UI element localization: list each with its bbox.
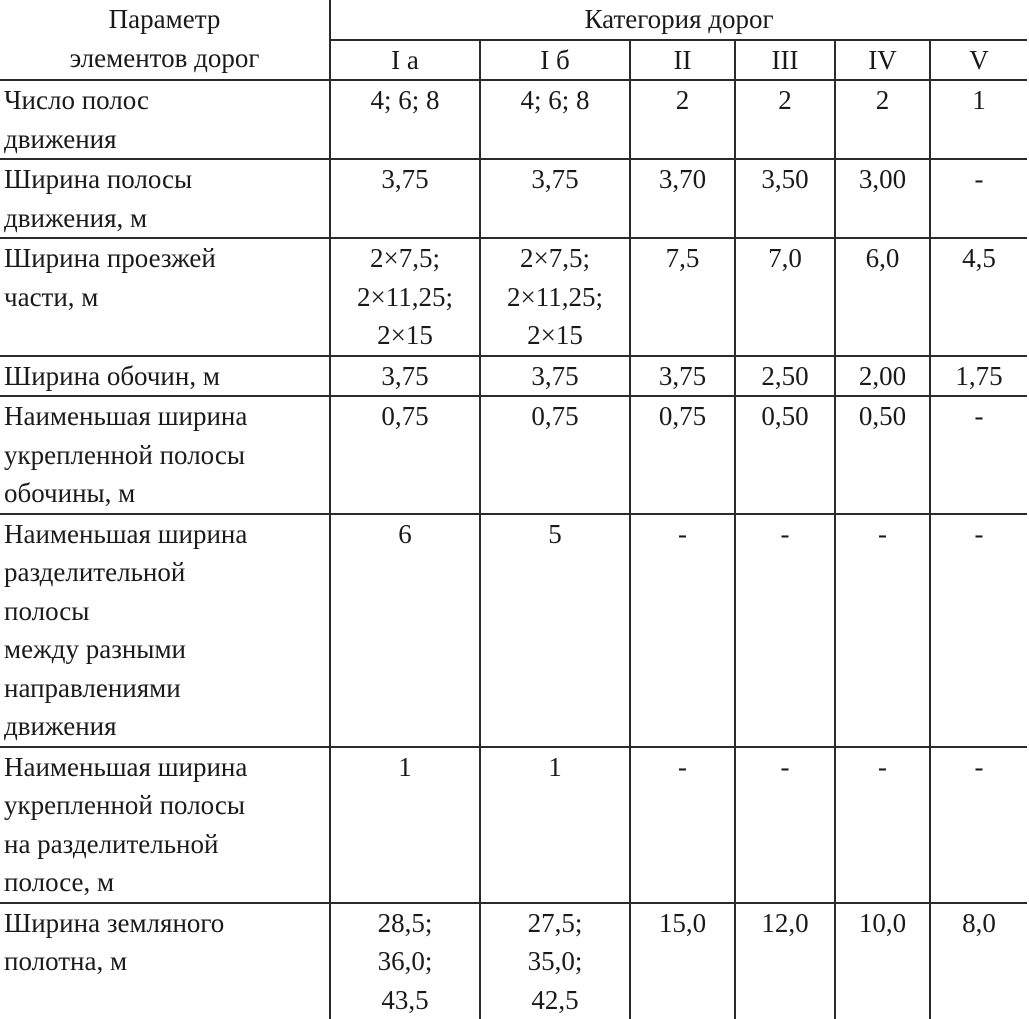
- value-line: -: [740, 748, 830, 787]
- value-line: 10,0: [840, 904, 925, 943]
- value-cell-ib: [480, 159, 630, 238]
- param-header-line: элементов дорог: [4, 39, 325, 78]
- param-line: полосе, м: [4, 863, 325, 902]
- value-cell-iii: [735, 238, 835, 356]
- value-line: 2×15: [485, 316, 625, 355]
- value-line: -: [935, 515, 1023, 554]
- value-line: 2: [740, 81, 830, 120]
- value-cell-iv: [835, 514, 930, 747]
- value-line: 42,5: [485, 981, 625, 1019]
- value-line: 4,5: [935, 239, 1023, 278]
- value-line: 2: [840, 81, 925, 120]
- value-line: 3,75: [635, 357, 730, 396]
- value-cell-iv: [835, 159, 930, 238]
- param-line: Наименьшая ширина: [4, 397, 325, 436]
- value-line: -: [840, 748, 925, 787]
- value-cell-v: [930, 159, 1027, 238]
- table-row: [0, 238, 1027, 356]
- value-cell-iv: [835, 356, 930, 397]
- value-line: 2: [635, 81, 730, 120]
- value-cell-ia: [330, 396, 480, 514]
- value-line: 3,75: [335, 160, 475, 199]
- param-cell: [0, 80, 330, 159]
- param-line: между разными: [4, 630, 325, 669]
- param-line: Ширина полосы: [4, 160, 325, 199]
- header-row: [0, 0, 1027, 40]
- value-cell-iv: [835, 396, 930, 514]
- value-cell-v: [930, 356, 1027, 397]
- param-line: полотна, м: [4, 942, 325, 981]
- value-cell-ii: [630, 80, 735, 159]
- value-line: 36,0;: [335, 942, 475, 981]
- value-line: -: [635, 515, 730, 554]
- table-row: [0, 514, 1027, 747]
- value-line: 3,70: [635, 160, 730, 199]
- value-cell-ia: [330, 514, 480, 747]
- value-cell-iii: [735, 396, 835, 514]
- value-line: 5: [485, 515, 625, 554]
- value-line: 15,0: [635, 904, 730, 943]
- value-line: 0,75: [485, 397, 625, 436]
- table-row: [0, 80, 1027, 159]
- value-cell-ii: [630, 356, 735, 397]
- value-cell-ib: [480, 903, 630, 1019]
- category-v: V: [930, 40, 1027, 81]
- value-line: -: [740, 515, 830, 554]
- table-row: [0, 747, 1027, 903]
- param-header-line: Параметр: [4, 0, 325, 39]
- value-cell-ii: [630, 514, 735, 747]
- value-cell-iii: [735, 159, 835, 238]
- value-cell-ib: [480, 238, 630, 356]
- param-line: обочины, м: [4, 474, 325, 513]
- param-line: Ширина обочин, м: [4, 357, 325, 396]
- value-line: 27,5;: [485, 904, 625, 943]
- category-iv: IV: [835, 40, 930, 81]
- category-iii: III: [735, 40, 835, 81]
- value-cell-ib: [480, 747, 630, 903]
- value-line: 7,0: [740, 239, 830, 278]
- value-line: 2×11,25;: [485, 278, 625, 317]
- value-cell-ii: [630, 238, 735, 356]
- value-line: 6,0: [840, 239, 925, 278]
- value-cell-ib: [480, 356, 630, 397]
- param-line: Ширина земляного: [4, 904, 325, 943]
- category-ib: I б: [480, 40, 630, 81]
- table-row: [0, 396, 1027, 514]
- param-cell: [0, 356, 330, 397]
- param-line: разделительной: [4, 553, 325, 592]
- value-line: 1: [335, 748, 475, 787]
- value-cell-ia: [330, 903, 480, 1019]
- value-cell-iii: [735, 903, 835, 1019]
- category-group-header: Категория дорог: [330, 0, 1027, 40]
- param-cell: [0, 514, 330, 747]
- value-cell-v: [930, 514, 1027, 747]
- value-cell-ia: [330, 747, 480, 903]
- param-cell: [0, 747, 330, 903]
- param-line: полосы: [4, 592, 325, 631]
- value-cell-v: [930, 80, 1027, 159]
- value-cell-iv: [835, 80, 930, 159]
- table-row: [0, 903, 1027, 1019]
- value-cell-ib: [480, 514, 630, 747]
- param-line: движения: [4, 120, 325, 159]
- value-line: 3,75: [485, 357, 625, 396]
- table-row: [0, 159, 1027, 238]
- value-line: -: [935, 160, 1023, 199]
- param-cell: [0, 238, 330, 356]
- param-line: укрепленной полосы: [4, 786, 325, 825]
- value-cell-ia: [330, 80, 480, 159]
- value-line: 12,0: [740, 904, 830, 943]
- value-cell-v: [930, 747, 1027, 903]
- value-cell-v: [930, 903, 1027, 1019]
- param-line: укрепленной полосы: [4, 436, 325, 475]
- value-line: 2×15: [335, 316, 475, 355]
- value-cell-ii: [630, 159, 735, 238]
- value-line: 3,75: [485, 160, 625, 199]
- value-line: 4; 6; 8: [485, 81, 625, 120]
- value-cell-ib: [480, 80, 630, 159]
- value-line: 43,5: [335, 981, 475, 1019]
- param-line: Число полос: [4, 81, 325, 120]
- value-cell-ia: [330, 238, 480, 356]
- param-cell: [0, 396, 330, 514]
- value-line: 3,75: [335, 357, 475, 396]
- param-line: части, м: [4, 278, 325, 317]
- value-cell-iii: [735, 747, 835, 903]
- value-line: 7,5: [635, 239, 730, 278]
- value-line: 1: [485, 748, 625, 787]
- value-line: 3,50: [740, 160, 830, 199]
- param-column-header: [0, 0, 330, 80]
- value-cell-ii: [630, 747, 735, 903]
- value-line: 0,75: [335, 397, 475, 436]
- value-cell-iv: [835, 238, 930, 356]
- value-cell-iv: [835, 903, 930, 1019]
- value-line: 28,5;: [335, 904, 475, 943]
- value-cell-ia: [330, 159, 480, 238]
- value-line: 1: [935, 81, 1023, 120]
- value-cell-iii: [735, 356, 835, 397]
- value-line: -: [840, 515, 925, 554]
- value-line: -: [935, 397, 1023, 436]
- category-ii: II: [630, 40, 735, 81]
- param-line: направлениями: [4, 669, 325, 708]
- value-cell-ii: [630, 903, 735, 1019]
- param-line: движения: [4, 707, 325, 746]
- value-line: 2×7,5;: [335, 239, 475, 278]
- table-row: [0, 356, 1027, 397]
- value-line: 8,0: [935, 904, 1023, 943]
- param-line: движения, м: [4, 199, 325, 238]
- value-cell-iv: [835, 747, 930, 903]
- value-line: -: [635, 748, 730, 787]
- value-cell-v: [930, 396, 1027, 514]
- value-line: 4; 6; 8: [335, 81, 475, 120]
- param-cell: [0, 159, 330, 238]
- value-line: 0,75: [635, 397, 730, 436]
- value-line: 0,50: [840, 397, 925, 436]
- param-line: Наименьшая ширина: [4, 515, 325, 554]
- value-line: -: [935, 748, 1023, 787]
- value-line: 0,50: [740, 397, 830, 436]
- param-line: Ширина проезжей: [4, 239, 325, 278]
- value-cell-v: [930, 238, 1027, 356]
- value-cell-ib: [480, 396, 630, 514]
- value-cell-ia: [330, 356, 480, 397]
- value-line: 3,00: [840, 160, 925, 199]
- value-line: 2,50: [740, 357, 830, 396]
- value-line: 2,00: [840, 357, 925, 396]
- value-line: 2×11,25;: [335, 278, 475, 317]
- value-line: 2×7,5;: [485, 239, 625, 278]
- value-line: 35,0;: [485, 942, 625, 981]
- param-line: Наименьшая ширина: [4, 748, 325, 787]
- value-cell-iii: [735, 514, 835, 747]
- value-cell-ii: [630, 396, 735, 514]
- param-cell: [0, 903, 330, 1019]
- value-line: 1,75: [935, 357, 1023, 396]
- param-line: на разделительной: [4, 825, 325, 864]
- value-line: 6: [335, 515, 475, 554]
- value-cell-iii: [735, 80, 835, 159]
- category-ia: I а: [330, 40, 480, 81]
